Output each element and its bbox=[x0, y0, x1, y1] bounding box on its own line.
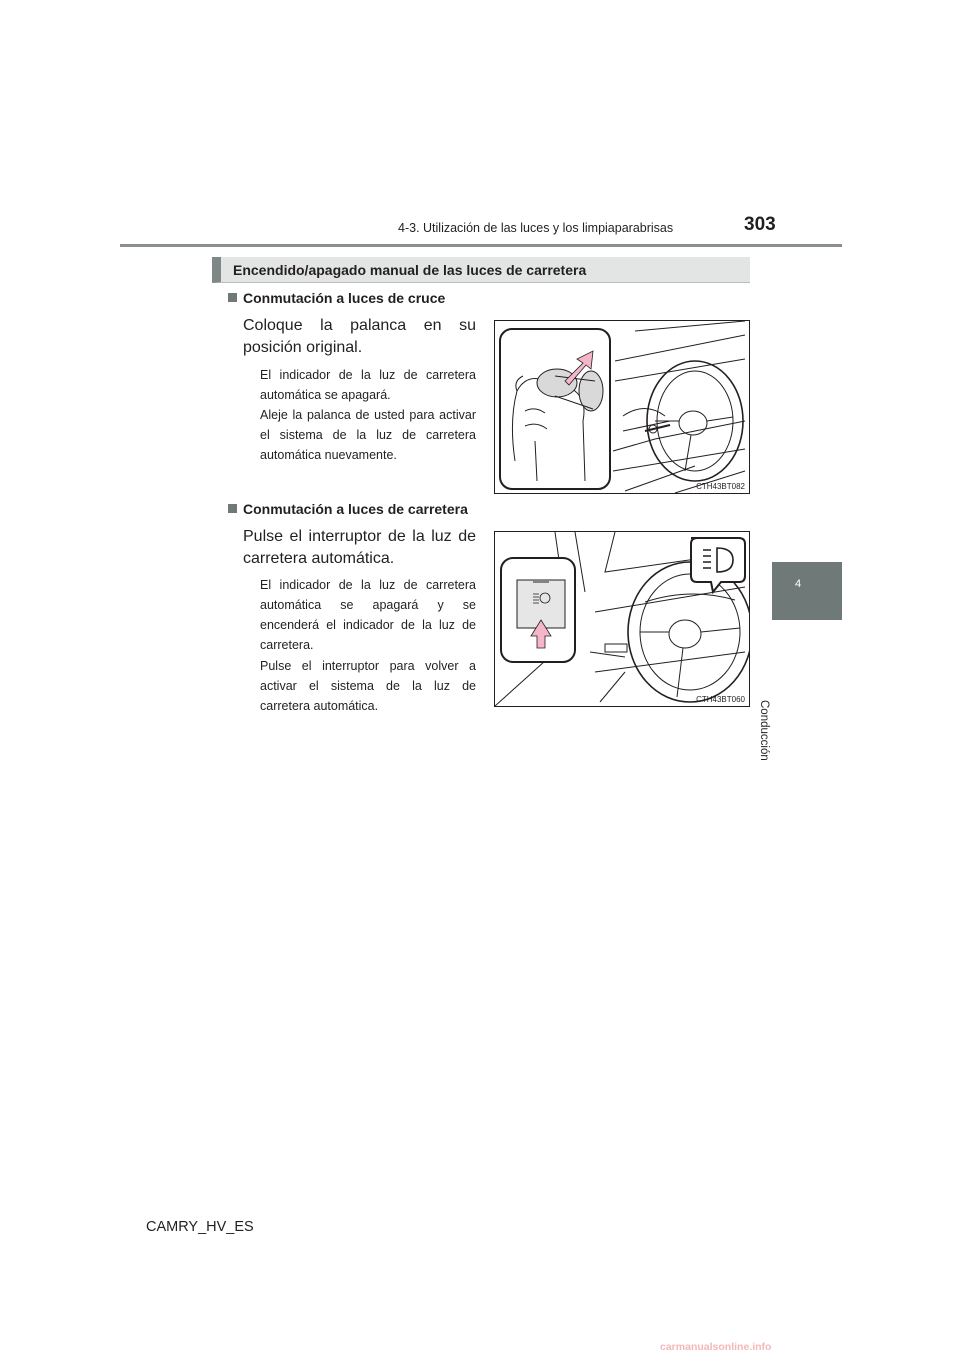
sub-heading-high-beam bbox=[228, 501, 468, 517]
footer-code: CAMRY_HV_ES bbox=[146, 1219, 254, 1235]
figure-lever bbox=[494, 320, 750, 494]
sub-heading-low-beam bbox=[228, 290, 445, 306]
headlight-indicator-icon bbox=[691, 538, 745, 592]
square-bullet-icon bbox=[228, 504, 237, 513]
chapter-title: 4-3. Utilización de las luces y los limpiaparabrisas bbox=[398, 221, 674, 235]
note-text: Aleje la palanca de usted para activar el sistema de la luz de carretera automática nuevamente. bbox=[260, 408, 476, 462]
note-text: Pulse el interruptor para volver a activar el sistema de la luz de carretera automática. bbox=[260, 659, 476, 713]
chapter-tab-label: Conducción bbox=[758, 700, 770, 761]
square-bullet-icon bbox=[228, 293, 237, 302]
sub-heading-text: Conmutación a luces de cruce bbox=[243, 290, 446, 306]
step-text: Pulse el interruptor de la luz de carretera automática. bbox=[243, 528, 476, 567]
watermark: carmanualsonline.info bbox=[660, 1341, 772, 1353]
chapter-tab-number: 4 bbox=[794, 578, 802, 590]
figure-code: CTH43BT060 bbox=[696, 695, 745, 704]
steering-wheel-illustration bbox=[495, 532, 749, 706]
section-title: Encendido/apagado manual de las luces de carretera bbox=[233, 262, 587, 278]
chapter-tab[interactable] bbox=[772, 562, 842, 620]
figure-code: CTH43BT082 bbox=[696, 482, 745, 491]
lever-hand-illustration bbox=[495, 321, 749, 493]
page-number: 303 bbox=[744, 214, 776, 235]
note-text: El indicador de la luz de carretera automática se apagará. bbox=[260, 368, 476, 402]
note-text: El indicador de la luz de carretera automática se apagará y se encenderá el indicador de la luz de carretera. bbox=[260, 578, 476, 652]
sub-heading-text: Conmutación a luces de carretera bbox=[243, 501, 468, 517]
header-rule bbox=[120, 244, 842, 247]
step-text: Coloque la palanca en su posición original. bbox=[243, 317, 476, 356]
section-header bbox=[212, 257, 750, 283]
figure-switch bbox=[494, 531, 750, 707]
